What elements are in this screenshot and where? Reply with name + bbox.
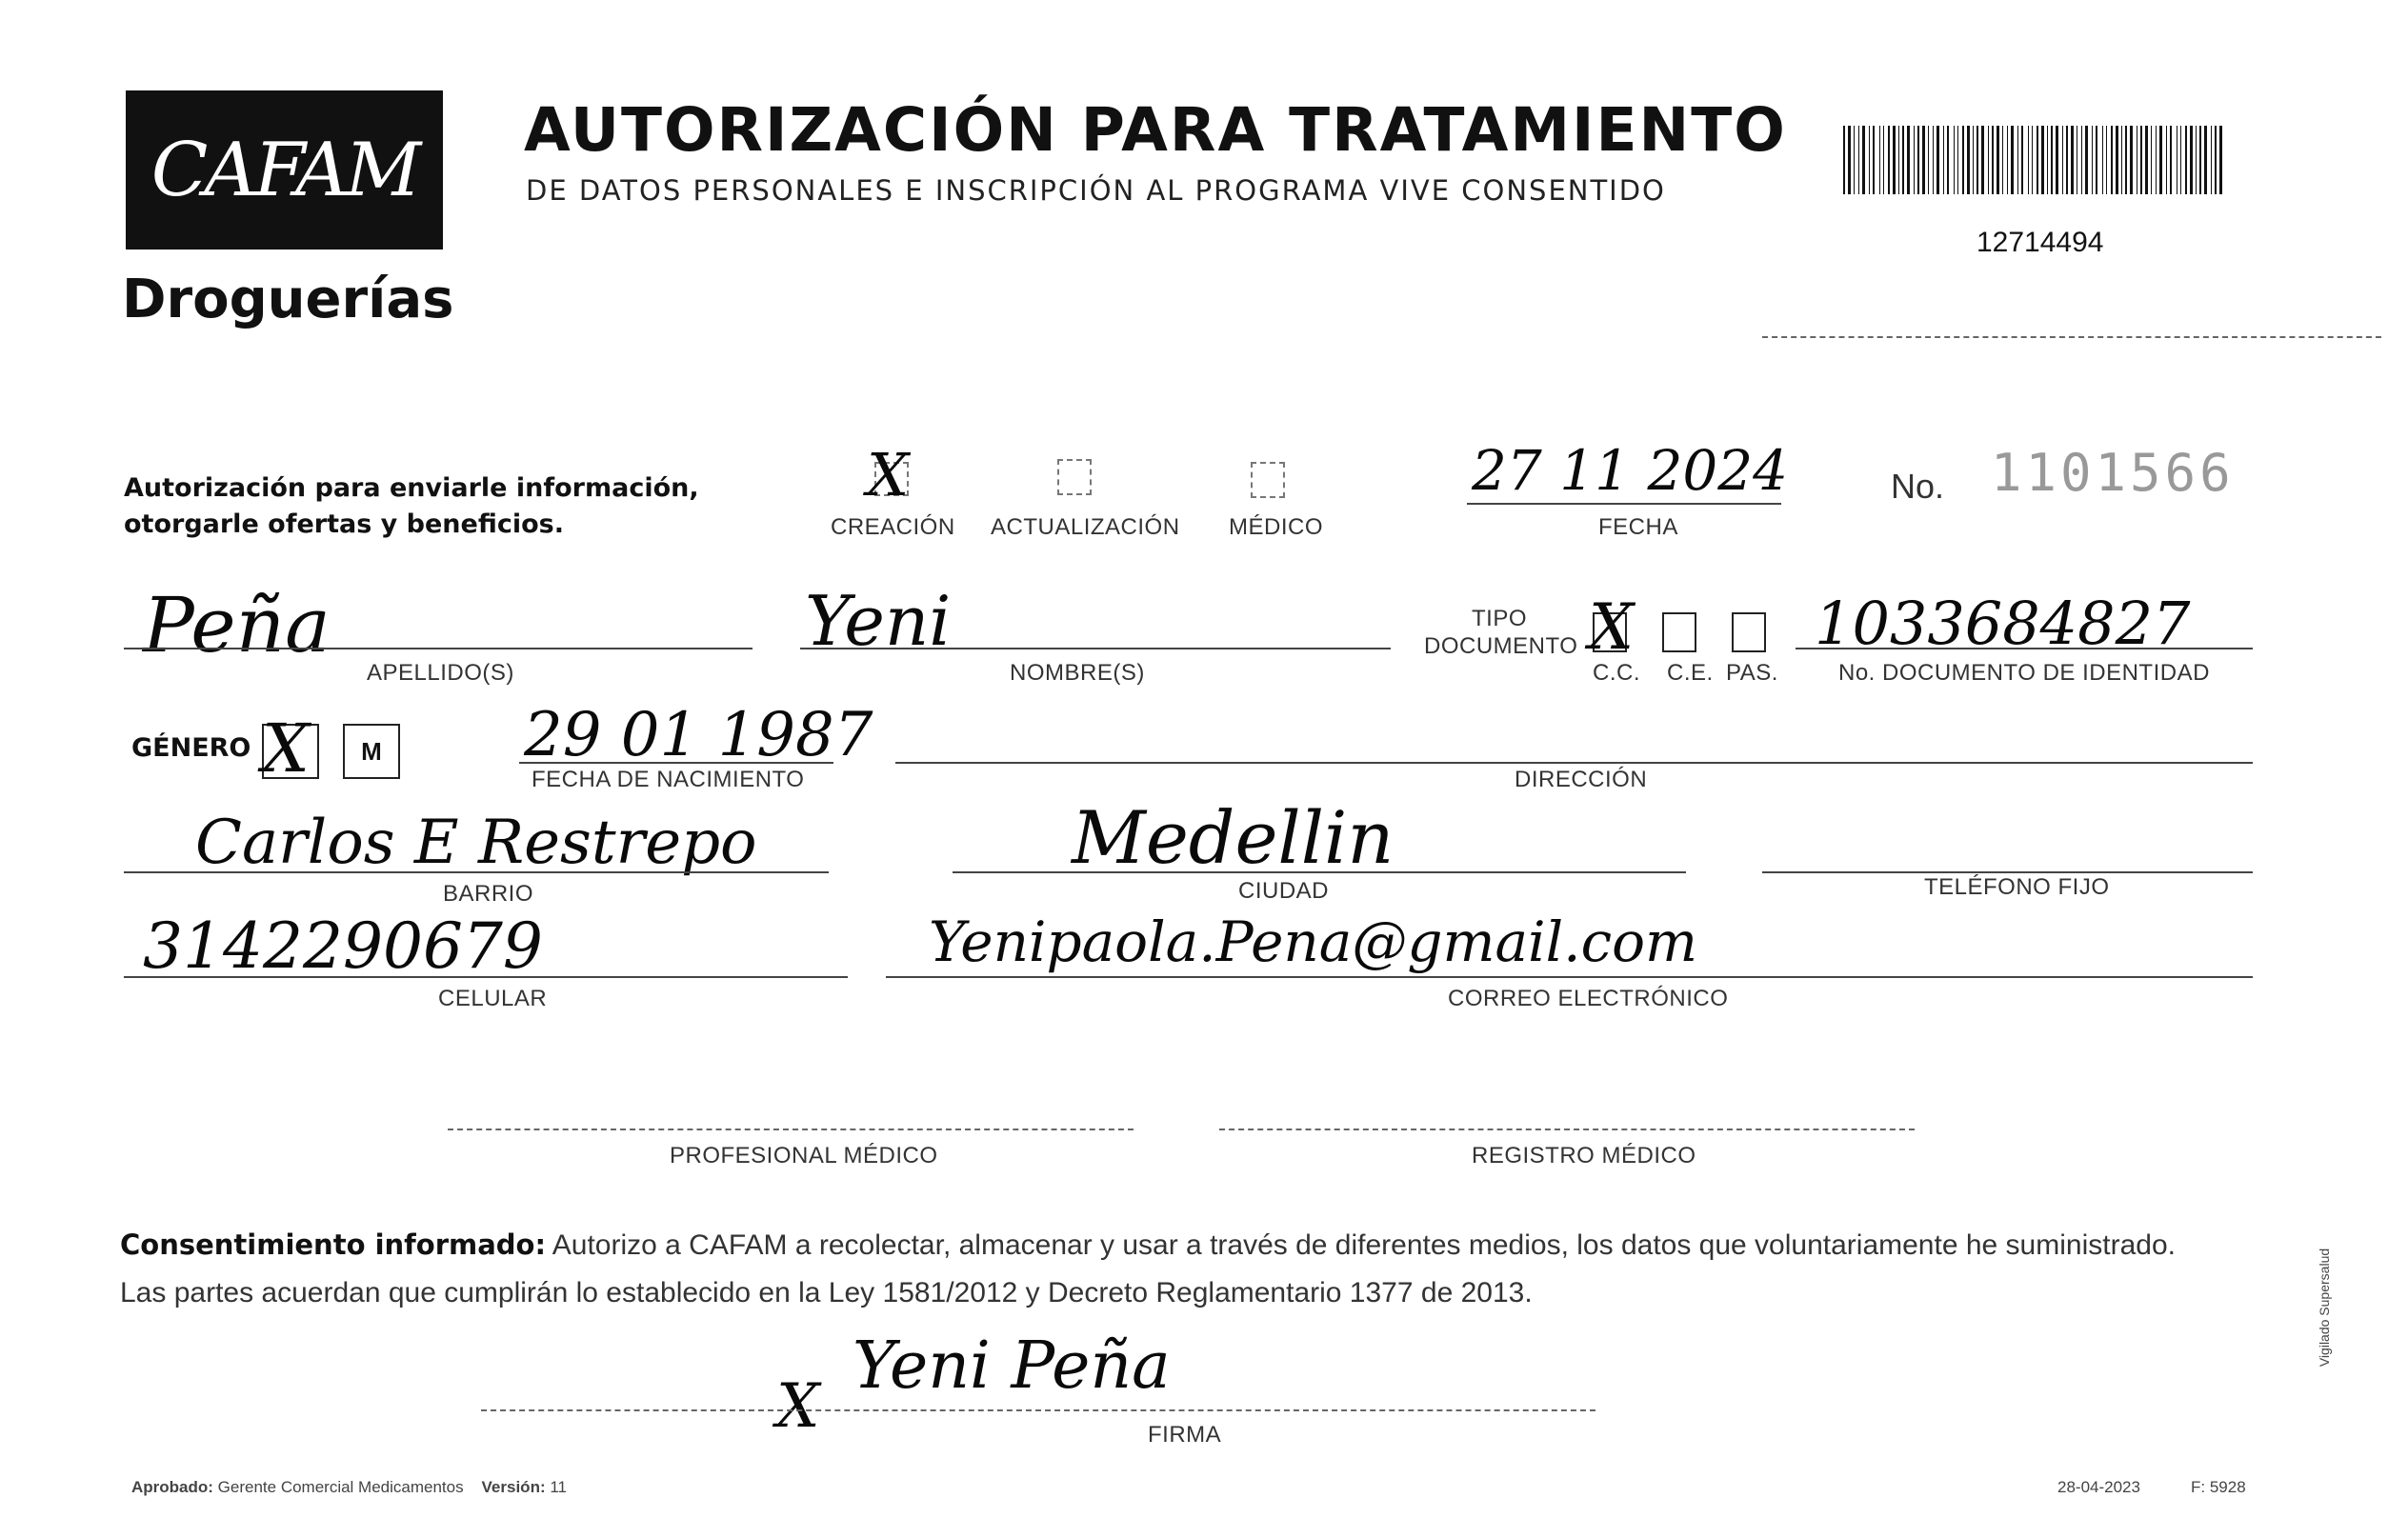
barcode-bar [2215,126,2217,194]
footer-approved-label: Aprobado: [131,1478,213,1496]
barcode-bar [2037,126,2038,194]
barcode-bar [2106,126,2107,194]
celular-line [124,976,848,978]
barcode-bar [2130,126,2133,194]
firma-mark: X [776,1371,820,1442]
profesional-label: PROFESIONAL MÉDICO [670,1143,938,1168]
barcode-bar [2111,126,2113,194]
genero-label: GÉNERO [131,733,251,763]
barcode-bar [1922,126,1925,194]
barcode-bar [1967,126,1970,194]
barcode-bar [1943,126,1944,194]
logo-text: CAFAM [150,127,418,213]
numero-label: No. [1891,467,1945,506]
consent-text-2: Las partes acuerdan que cumplirán lo establecido en la Ley 1581/2012 y Decreto Reglamentario 1377 de 2013. [120,1277,1533,1308]
barcode-bar [1879,126,1880,194]
footer-approved [131,1478,567,1497]
barcode-bar [2159,126,2162,194]
barcode-bar [2007,126,2008,194]
nacimiento-line [519,762,833,764]
consent-block [120,1221,2273,1317]
header-divider [1762,336,2381,338]
barcode-bar [2066,126,2068,194]
ciudad-line [953,871,1686,873]
barcode-bar [2156,126,2157,194]
documento-value[interactable]: 1033684827 [1815,589,2191,658]
barcode-bar [1843,126,1845,194]
nombre-value[interactable]: Yeni [805,581,952,661]
documento-line [1796,648,2253,649]
apellido-value[interactable]: Peña [143,581,331,669]
ciudad-label: CIUDAD [1238,878,1330,904]
actualizacion-label: ACTUALIZACIÓN [991,514,1180,540]
medico-label: MÉDICO [1229,514,1323,540]
barcode-bar [2021,126,2023,194]
pas-checkbox[interactable] [1732,612,1766,652]
fecha-label: FECHA [1598,514,1678,540]
intro-line-2: otorgarle ofertas y beneficios. [124,509,564,539]
footer-approved-value: Gerente Comercial Medicamentos [217,1478,464,1496]
barcode-bar [1898,126,1899,194]
firma-line [481,1409,1595,1411]
apellido-label: APELLIDO(S) [367,660,514,686]
correo-label: CORREO ELECTRÓNICO [1448,986,1729,1011]
creacion-label: CREACIÓN [831,514,955,540]
barcode [1843,126,2224,194]
ciudad-value[interactable]: Medellin [1072,795,1395,880]
footer-code: F: 5928 [2191,1478,2246,1496]
barcode-bar [2096,126,2097,194]
nombre-line [800,648,1391,649]
registro-label: REGISTRO MÉDICO [1472,1143,1696,1168]
barcode-bar [2085,126,2088,194]
barcode-bar [2199,126,2201,194]
barcode-bar [1893,126,1896,194]
barcode-bar [1957,126,1958,194]
barcode-bar [2062,126,2063,194]
barcode-bar [1862,126,1865,194]
barcode-bar [1933,126,1934,194]
barcode-bar [1883,126,1884,194]
direccion-label: DIRECCIÓN [1515,767,1648,792]
logo-subtitle: Droguerías [122,269,454,330]
cafam-logo [126,90,443,250]
barcode-bar [2092,126,2093,194]
genero-m-checkbox[interactable]: M [343,724,400,779]
footer-date: 28-04-2023 [2057,1478,2140,1496]
barcode-bar [2145,126,2148,194]
barrio-label: BARRIO [443,881,534,907]
ce-checkbox[interactable] [1662,612,1696,652]
barcode-bar [1981,126,1984,194]
correo-value[interactable]: Yenipaola.Pena@gmail.com [929,909,1697,974]
tipo-label-1: TIPO [1472,606,1528,631]
telefono-line[interactable] [1762,871,2253,873]
nombre-label: NOMBRE(S) [1010,660,1145,686]
barcode-bar [2002,126,2003,194]
barcode-bar [2102,126,2103,194]
registro-line[interactable] [1219,1129,1915,1130]
barcode-bar [1858,126,1859,194]
barcode-bar [2011,126,2014,194]
barcode-bar [1869,126,1870,194]
cc-mark: X [1589,590,1634,664]
firma-signature[interactable]: Yeni Peña [853,1328,1171,1404]
barcode-bar [1947,126,1949,194]
side-text-label: Vigilado Supersalud [2317,1248,2332,1368]
barcode-bar [1988,126,1989,194]
medico-checkbox[interactable] [1251,462,1285,498]
barcode-bar [1997,126,1999,194]
barcode-bar [1902,126,1904,194]
barcode-bar [2151,126,2152,194]
barcode-bar [2204,126,2207,194]
barcode-bar [2056,126,2058,194]
documento-label: No. DOCUMENTO DE IDENTIDAD [1838,660,2210,686]
correo-line [886,976,2253,978]
barcode-bar [2032,126,2033,194]
cc-label: C.C. [1593,660,1640,686]
barrio-line [124,871,829,873]
barcode-bar [1928,126,1929,194]
barcode-bar [2219,126,2222,194]
barcode-bar [2180,126,2181,194]
creacion-mark: X [867,440,910,509]
barcode-bar [1873,126,1875,194]
telefono-label: TELÉFONO FIJO [1924,874,2110,900]
genero-f-mark: X [262,709,310,788]
barcode-bar [1992,126,1994,194]
barcode-bar [1914,126,1915,194]
footer-version-value: 11 [550,1478,568,1496]
barcode-bar [2170,126,2172,194]
barcode-bar [2028,126,2029,194]
barcode-bar [2071,126,2074,194]
barcode-bar [1973,126,1974,194]
barcode-bar [2140,126,2142,194]
barcode-bar [1907,126,1910,194]
barcode-bar [2051,126,2053,194]
barcode-bar [1917,126,1919,194]
barcode-bar [1888,126,1890,194]
nacimiento-label: FECHA DE NACIMIENTO [532,767,805,792]
nacimiento-value[interactable]: 29 01 1987 [524,700,873,770]
form-title: AUTORIZACIÓN PARA TRATAMIENTO [524,95,1787,165]
firma-label: FIRMA [1148,1422,1222,1448]
consent-text-1: Autorizo a CAFAM a recolectar, almacenar y usar a través de diferentes medios, los datos que voluntariamente he suministrado. [546,1229,2176,1261]
barcode-bar [2121,126,2122,194]
barcode-bar [1854,126,1855,194]
barcode-bar [2196,126,2197,194]
barcode-bar [2116,126,2118,194]
barcode-bar [2047,126,2048,194]
barcode-bar [2041,126,2044,194]
barcode-bar [2125,126,2127,194]
pas-label: PAS. [1726,660,1778,686]
ce-label: C.E. [1667,660,1714,686]
direccion-line[interactable] [895,762,2253,764]
profesional-line[interactable] [448,1129,1134,1130]
barcode-bar [1954,126,1955,194]
barcode-bar [2166,126,2167,194]
side-text [2305,1209,2343,1419]
apellido-line [124,648,752,649]
consent-heading: Consentimiento informado: [120,1228,547,1261]
barcode-bar [2190,126,2193,194]
fecha-value[interactable]: 27 11 2024 [1472,438,1789,503]
numero-value: 1101566 [1991,443,2235,503]
form-subtitle: DE DATOS PERSONALES E INSCRIPCIÓN AL PROGRAMA VIVE CONSENTIDO [526,174,1666,207]
celular-label: CELULAR [438,986,548,1011]
actualizacion-checkbox[interactable] [1057,459,1092,495]
barcode-bar [1848,126,1851,194]
barcode-number: 12714494 [1977,227,2104,258]
barcode-bar [1936,126,1939,194]
barrio-value[interactable]: Carlos E Restrepo [195,808,757,878]
barcode-bar [1962,126,1964,194]
barcode-bar [2017,126,2018,194]
celular-value[interactable]: 3142290679 [143,909,543,983]
barcode-bar [2211,126,2212,194]
barcode-bar [2081,126,2082,194]
tipo-label-2: DOCUMENTO [1424,633,1578,659]
fecha-line [1467,503,1781,505]
footer-version-label: Versión: [481,1478,546,1496]
intro-line-1: Autorización para enviarle información, [124,473,699,503]
barcode-bar [2185,126,2187,194]
barcode-bar [1977,126,1978,194]
